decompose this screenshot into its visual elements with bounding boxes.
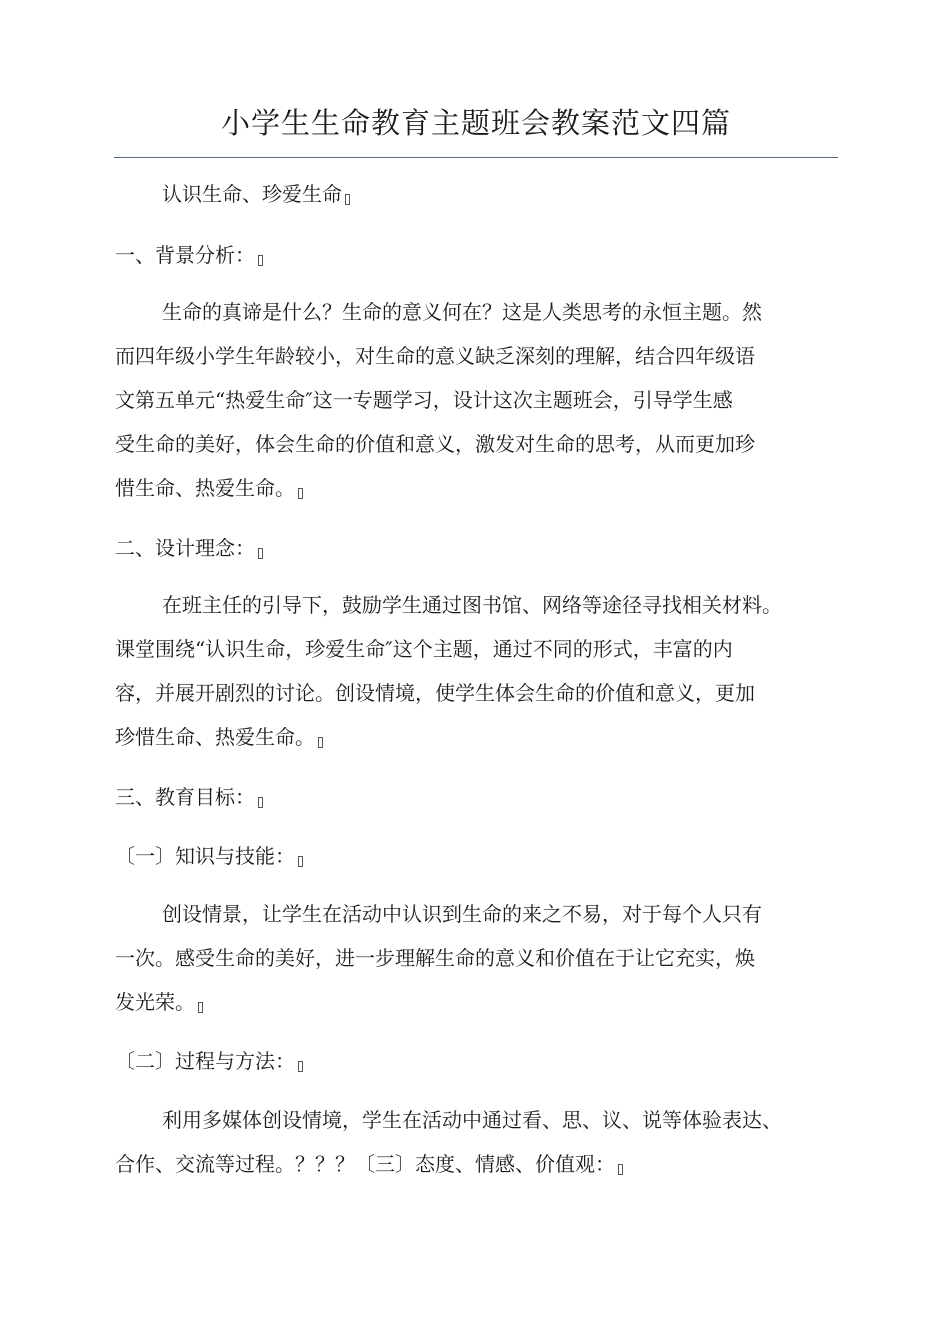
paragraph-mark-icon [318, 737, 323, 748]
paragraph-mark-icon [258, 548, 263, 559]
title-underline [114, 157, 838, 158]
paragraph-line: 在班主任的引导下，鼓励学生通过图书馆、网络等途径寻找相关材料。 [162, 593, 782, 617]
paragraph-line: 惜生命、热爱生命。 [115, 476, 295, 500]
paragraph-mark-icon [298, 856, 303, 867]
paragraph-mark-icon [198, 1002, 203, 1013]
paragraph-line: 而四年级小学生年龄较小，对生命的意义缺乏深刻的理解，结合四年级语 [115, 344, 755, 368]
paragraph-line: 发光荣。 [115, 990, 195, 1014]
paragraph-mark-icon [618, 1164, 623, 1175]
paragraph-mark-icon [258, 797, 263, 808]
paragraph-line: 一次。感受生命的美好，进一步理解生命的意义和价值在于让它充实，焕 [115, 946, 755, 970]
paragraph-line: 课堂围绕“认识生命，珍爱生命″这个主题，通过不同的形式，丰富的内 [115, 637, 733, 661]
paragraph-concept [115, 583, 837, 759]
heading-text: 三、教育目标： [115, 785, 255, 809]
heading-text: 一、背景分析： [115, 243, 255, 267]
paragraph-line: 合作、交流等过程。？？？〔三〕态度、情感、价值观： [115, 1152, 615, 1176]
paragraph-mark-icon [298, 1061, 303, 1072]
paragraph-process [115, 1098, 837, 1186]
paragraph-background [115, 290, 837, 510]
paragraph-line: 受生命的美好，体会生命的价值和意义，激发对生命的思考，从而更加珍 [115, 432, 755, 456]
subsection-heading-knowledge [115, 834, 837, 878]
paragraph-line: 文第五单元“热爱生命″这一专题学习，设计这次主题班会，引导学生感 [115, 388, 733, 412]
heading-text: 二、设计理念： [115, 536, 255, 560]
paragraph-line: 创设情景，让学生在活动中认识到生命的来之不易，对于每个人只有 [162, 902, 762, 926]
heading-text: 〔二〕过程与方法： [115, 1049, 295, 1073]
section-heading-goals [115, 775, 837, 819]
heading-text: 〔一〕知识与技能： [115, 844, 295, 868]
paragraph-line: 容，并展开剧烈的讨论。创设情境，使学生体会生命的价值和意义，更加 [115, 681, 755, 705]
subsection-heading-process [115, 1039, 837, 1083]
subtitle: 认识生命、珍爱生命 [162, 182, 342, 206]
paragraph-mark-icon [258, 255, 263, 266]
paragraph-mark-icon [345, 194, 350, 205]
paragraph-knowledge [115, 892, 837, 1024]
subtitle-paragraph [115, 172, 837, 216]
section-heading-concept [115, 526, 837, 570]
paragraph-line: 珍惜生命、热爱生命。 [115, 725, 315, 749]
paragraph-line: 生命的真谛是什么？生命的意义何在？这是人类思考的永恒主题。然 [162, 300, 762, 324]
document-title: 小学生生命教育主题班会教案范文四篇 [220, 106, 731, 140]
section-heading-background [115, 233, 837, 277]
paragraph-line: 利用多媒体创设情境，学生在活动中通过看、思、议、说等体验表达、 [162, 1108, 782, 1132]
paragraph-mark-icon [298, 488, 303, 499]
